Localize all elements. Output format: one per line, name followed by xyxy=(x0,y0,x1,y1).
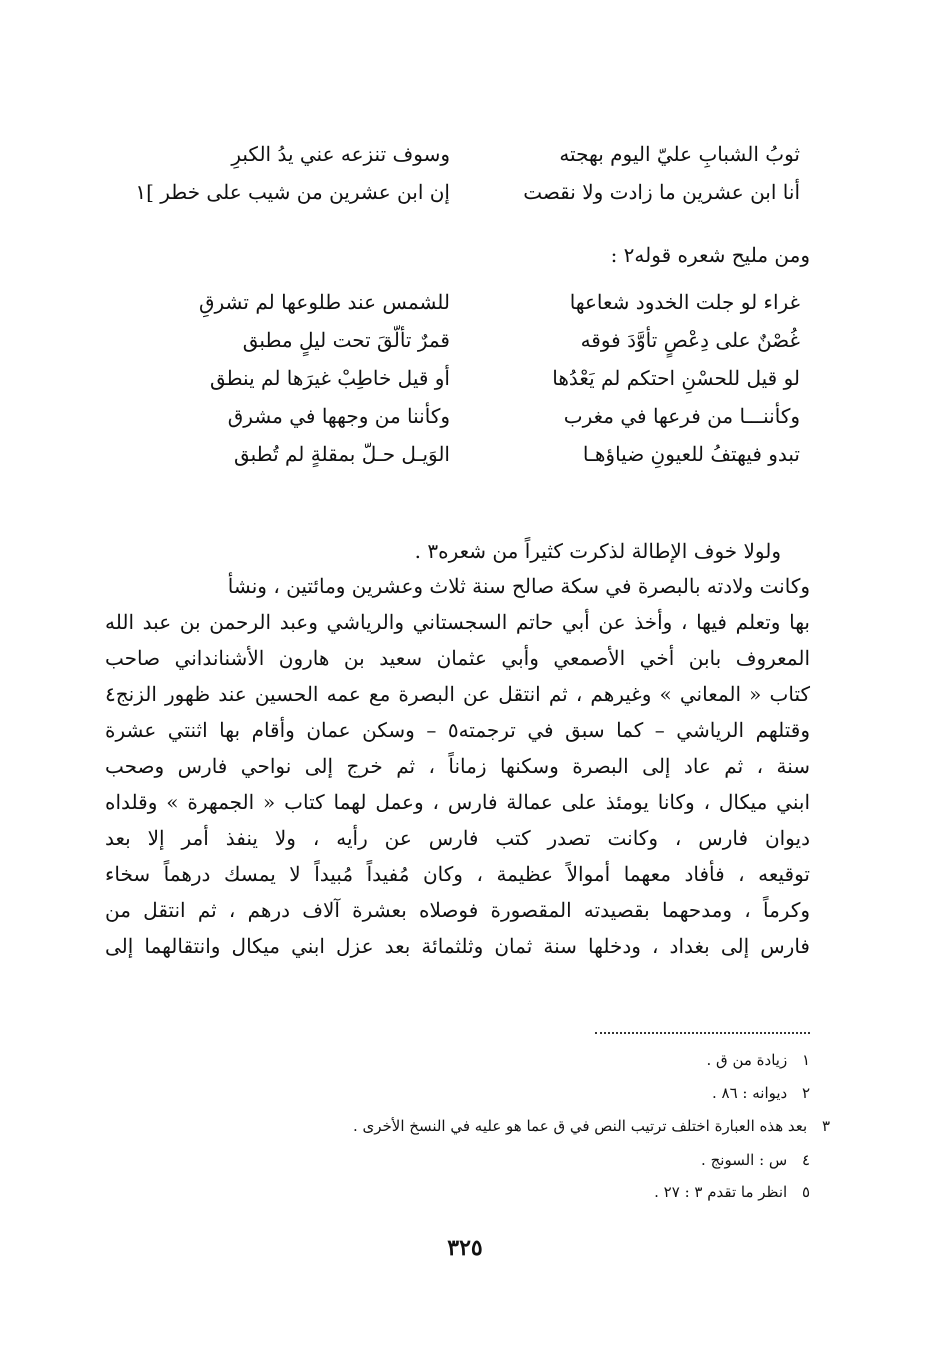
verse-row xyxy=(140,435,800,473)
footnote-text: ديوانه : ٨٦ . xyxy=(711,1084,788,1102)
footnote-number: ٥ xyxy=(801,1183,810,1201)
verse-row xyxy=(140,135,800,173)
verse-row xyxy=(140,359,800,397)
verse-first-hemistich: تبدو فيهتفُ للعيونِ ضياؤهـا xyxy=(582,442,800,466)
verse-row xyxy=(140,283,800,321)
prose-line: ديوان فارس ، وكانت تصدر كتب فارس عن رأيه ، ولا ينفذ أمر إلا بعد xyxy=(105,826,810,850)
footnote-number: ١ xyxy=(801,1051,810,1069)
verse-first-hemistich: وكأننـــا من فرعها في مغرب xyxy=(563,404,800,428)
prose-line: سنة ، ثم عاد إلى البصرة وسكنها زماناً ، ثم خرج إلى نواحي فارس وصحب xyxy=(105,754,810,778)
footnote-number: ٢ xyxy=(801,1084,810,1102)
verse-second-hemistich: للشمس عند طلوعها لم تشرقِ xyxy=(199,290,450,314)
footnote xyxy=(250,1182,810,1202)
prose-line: وكرماً ، ومدحهما بقصيدته المقصورة فوصلاه بعشرة آلاف درهم ، ثم انتقل من xyxy=(105,898,810,922)
verse-second-hemistich: وسوف تنزعه عني يدُ الكبرِ xyxy=(231,142,450,166)
prose-line: وقتلهم الرياشي – كما سبق في ترجمته٥ – وسكن عمان وأقام بها اثنتي عشرة xyxy=(105,718,810,742)
prose-line: ولولا خوف الإطالة لذكرت كثيراً من شعره٣ . xyxy=(414,539,781,563)
verse-row xyxy=(135,173,800,211)
verse-row xyxy=(140,321,800,359)
prose-line: توقيعه ، فأفاد معهما أموالاً عظيمة ، وكان مُفيداً مُبيداً لا يمسك درهماً سخاء xyxy=(105,862,810,886)
verse-second-hemistich: أو قيل خاطِبْ غيرَها لم ينطق xyxy=(209,366,450,390)
footnote-text: زيادة من ق . xyxy=(706,1051,788,1069)
verse-block-main xyxy=(140,283,800,473)
verse-first-hemistich: غراء لو جلت الخدود شعاعها xyxy=(569,290,800,314)
verse-second-hemistich: إن ابن عشرين من شيب على خطر ]١ xyxy=(135,180,450,204)
footnote-number: ٤ xyxy=(801,1151,810,1169)
prose-line: بها وتعلم فيها ، وأخذ عن أبي حاتم السجستاني والرياشي وعبد الرحمن بن عبد الله xyxy=(105,610,810,634)
prose-line: وكانت ولادته بالبصرة في سكة صالح سنة ثلاث وعشرين ومائتين ، ونشأ xyxy=(227,574,810,598)
footnote xyxy=(250,1083,810,1103)
page-number: ٣٢٥ xyxy=(447,1235,483,1261)
footnote-text: انظر ما تقدم ٣ : ٢٧ . xyxy=(654,1183,788,1201)
verse-first-hemistich: لو قيل للحسْنِ احتكم لم يَعْدُها xyxy=(552,366,800,390)
prose-line: ابني ميكال ، وكانا يومئذ على عمالة فارس ، وعمل لهما كتاب « الجمهرة » وقلداه xyxy=(105,790,810,814)
verse-block-top xyxy=(135,135,800,211)
verse-second-hemistich: وكأننا من وجهها في مشرق xyxy=(227,404,450,428)
footnote xyxy=(250,1050,810,1070)
verse-second-hemistich: قمرٌ تألّقَ تحت ليلٍ مطبق xyxy=(242,328,450,352)
footnote-separator xyxy=(595,1032,810,1034)
footnote-text: بعد هذه العبارة اختلف ترتيب النص في ق عما هو عليه في النسخ الأخرى . xyxy=(352,1117,808,1135)
footnote xyxy=(270,1116,830,1136)
footnote-text: س : السونج . xyxy=(701,1151,788,1169)
verse-first-hemistich: أنا ابن عشرين ما زادت ولا نقصت xyxy=(523,180,800,204)
verse-row xyxy=(140,397,800,435)
footnote-number: ٣ xyxy=(821,1117,830,1135)
prose-line: كتاب « المعاني » وغيرهم ، ثم انتقل عن البصرة مع عمه الحسين عند ظهور الزنج٤ xyxy=(105,682,810,706)
prose-line: المعروف بابن أخي الأصمعي وأبي عثمان سعيد بن هارون الأشنانداني صاحب xyxy=(105,646,810,670)
intro-line: ومن مليح شعره قوله٢ : xyxy=(610,243,810,267)
verse-first-hemistich: غُصْنٌ على دِعْصٍ تأوَّدَ فوقه xyxy=(580,328,800,352)
prose-line: فارس إلى بغداد ، ودخلها سنة ثمان وثلثمائة بعد عزل ابني ميكال وانتقالهما إلى xyxy=(105,934,810,958)
footnote xyxy=(250,1150,810,1170)
verse-first-hemistich: ثوبُ الشبابِ عليّ اليوم بهجته xyxy=(559,142,800,166)
verse-second-hemistich: الوَيـل حـلّ بمقلةٍ لم تُطبق xyxy=(233,442,450,466)
